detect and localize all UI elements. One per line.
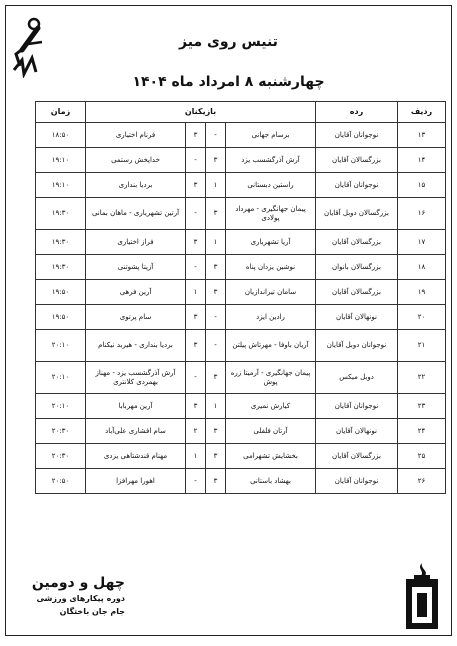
cell-player-2: فراز اختیاری [86,230,186,255]
cell-score-1: ۳ [206,469,226,494]
cell-score-2: - [186,198,206,230]
cell-player-1: بخشایش تشهرامی [226,444,316,469]
table-row [36,305,446,330]
cell-player-2: آرش آذرگشسب یزد - مهناز بهمردی کلانتری [86,362,186,394]
cell-player-1: برسام جهانی [226,123,316,148]
cell-index: ۱۳ [398,123,446,148]
header-players: بازیکنان [86,102,316,123]
cell-score-2: ۱ [186,280,206,305]
cell-index: ۱۶ [398,198,446,230]
table-row [36,230,446,255]
cell-player-1: راستین دبستانی [226,173,316,198]
table-row [36,362,446,394]
cell-score-1: - [206,305,226,330]
cell-score-2: ۳ [186,230,206,255]
cell-player-1: آرش آذرگشسب یزد [226,148,316,173]
cell-player-1: رادین ایزد [226,305,316,330]
cell-player-2: بردیا بنداری - هیربد نیکنام [86,330,186,362]
brand-line3: جام جان باختگان [59,607,125,616]
cell-time: ۱۸:۵۰ [36,123,86,148]
cell-score-1: ۳ [206,444,226,469]
cell-time: ۱۹:۳۰ [36,198,86,230]
cell-category: بزرگسالان دوبل آقایان [316,198,398,230]
cell-index: ۲۴ [398,419,446,444]
cell-player-2: آرین مهربابا [86,394,186,419]
cell-category: بزرگسالان آقایان [316,444,398,469]
table-row [36,394,446,419]
cell-player-2: فرنام اختیاری [86,123,186,148]
cell-player-2: آرین فرهی [86,280,186,305]
schedule-page [5,5,452,636]
cell-player-2: آرتین تشهریاری - ماهان بمانی [86,198,186,230]
cell-category: بزرگسالان آقایان [316,148,398,173]
cell-score-1: ۳ [206,280,226,305]
cell-index: ۱۸ [398,255,446,280]
cell-score-1: - [206,330,226,362]
cell-score-1: ۳ [206,198,226,230]
cell-time: ۲۰:۳۰ [36,419,86,444]
brand-name: چهل و دومین [31,575,125,591]
table-row [36,123,446,148]
cell-index: ۲۰ [398,305,446,330]
cell-category: بزرگسالان آقایان [316,280,398,305]
table-row [36,469,446,494]
cell-score-2: ۳ [186,173,206,198]
page-subtitle: چهارشنبه ۸ امرداد ماه ۱۴۰۴ [132,74,325,90]
cell-score-1: - [206,123,226,148]
cell-time: ۱۹:۵۰ [36,305,86,330]
cell-category: نونهالان آقایان [316,419,398,444]
cell-score-2: ۱ [186,444,206,469]
table-row [36,444,446,469]
cell-score-2: - [186,148,206,173]
cell-score-2: - [186,255,206,280]
cell-player-1: پیمان جهانگیری - مهرداد پولادی [226,198,316,230]
cell-time: ۲۰:۱۰ [36,362,86,394]
cell-category: نوجوانان آقایان [316,173,398,198]
cell-player-1: آرتان فلفلی [226,419,316,444]
cell-index: ۲۳ [398,394,446,419]
table-row [36,280,446,305]
cell-category: نوجوانان آقایان [316,469,398,494]
table-row [36,419,446,444]
cell-player-1: آریا تشهریاری [226,230,316,255]
header-index: ردیف [398,102,446,123]
cell-index: ۱۹ [398,280,446,305]
cell-score-1: ۳ [206,148,226,173]
cell-score-2: - [186,469,206,494]
cell-category: دوبل میکس [316,362,398,394]
cell-score-1: ۱ [206,173,226,198]
page-title: تنیس روی میز [179,34,278,50]
cell-score-2: ۲ [186,419,206,444]
cell-index: ۲۶ [398,469,446,494]
cell-category: بزرگسالان آقایان [316,230,398,255]
table-row [36,330,446,362]
cell-player-1: سامان تیراندازیان [226,280,316,305]
cell-score-2: ۳ [186,123,206,148]
table-header-row [36,102,446,123]
brand-block [20,574,125,618]
table-row [36,255,446,280]
cell-player-1: پیمان جهانگیری - آرمیتا زره پوش [226,362,316,394]
cell-category: نوجوانان آقایان [316,394,398,419]
cell-player-2: بردیا بنداری [86,173,186,198]
cell-player-1: آریان باوفا - مهرتاش پیلتن [226,330,316,362]
cell-player-2: آزیتا پشوتنی [86,255,186,280]
cell-score-1: ۱ [206,394,226,419]
cell-time: ۱۹:۱۰ [36,173,86,198]
cell-category: بزرگسالان بانوان [316,255,398,280]
table-row [36,173,446,198]
cell-index: ۲۵ [398,444,446,469]
cell-time: ۲۰:۵۰ [36,469,86,494]
cell-index: ۲۲ [398,362,446,394]
cell-category: نونهالان آقایان [316,305,398,330]
cell-category: نوجوانان آقایان [316,123,398,148]
cell-time: ۱۹:۳۰ [36,255,86,280]
table-row [36,148,446,173]
cell-player-2: مهنام قندشتاهی یزدی [86,444,186,469]
cell-player-1: بهشاد باستانی [226,469,316,494]
cell-player-1: کیارش نمیری [226,394,316,419]
cell-time: ۱۹:۵۰ [36,280,86,305]
schedule-table [35,101,446,494]
cell-category: نوجوانان دوبل آقایان [316,330,398,362]
cell-index: ۱۷ [398,230,446,255]
cell-score-1: ۱ [206,230,226,255]
table-row [36,198,446,230]
cell-score-2: ۳ [186,305,206,330]
brand-line2: دوره پیکارهای ورزشی [36,594,125,603]
header-category: رده [316,102,398,123]
cell-index: ۲۱ [398,330,446,362]
cell-time: ۱۹:۱۰ [36,148,86,173]
cell-score-1: ۳ [206,419,226,444]
cell-player-2: سام پرتوی [86,305,186,330]
cell-time: ۲۰:۳۰ [36,444,86,469]
cell-score-2: ۳ [186,394,206,419]
cell-score-1: ۳ [206,362,226,394]
cell-score-2: ۳ [186,330,206,362]
cell-player-2: سام افشاری علی‌آباد [86,419,186,444]
cell-player-2: اهورا مهرافزا [86,469,186,494]
logo-bottom-right [404,561,440,631]
cell-time: ۲۰:۱۰ [36,394,86,419]
cell-player-1: نوشین یزدان پناه [226,255,316,280]
cell-time: ۱۹:۳۰ [36,230,86,255]
cell-player-2: خداپخش رستمی [86,148,186,173]
cell-index: ۱۵ [398,173,446,198]
cell-score-1: ۳ [206,255,226,280]
cell-score-2: - [186,362,206,394]
header-time: زمان [36,102,86,123]
cell-time: ۲۰:۱۰ [36,330,86,362]
cell-index: ۱۴ [398,148,446,173]
